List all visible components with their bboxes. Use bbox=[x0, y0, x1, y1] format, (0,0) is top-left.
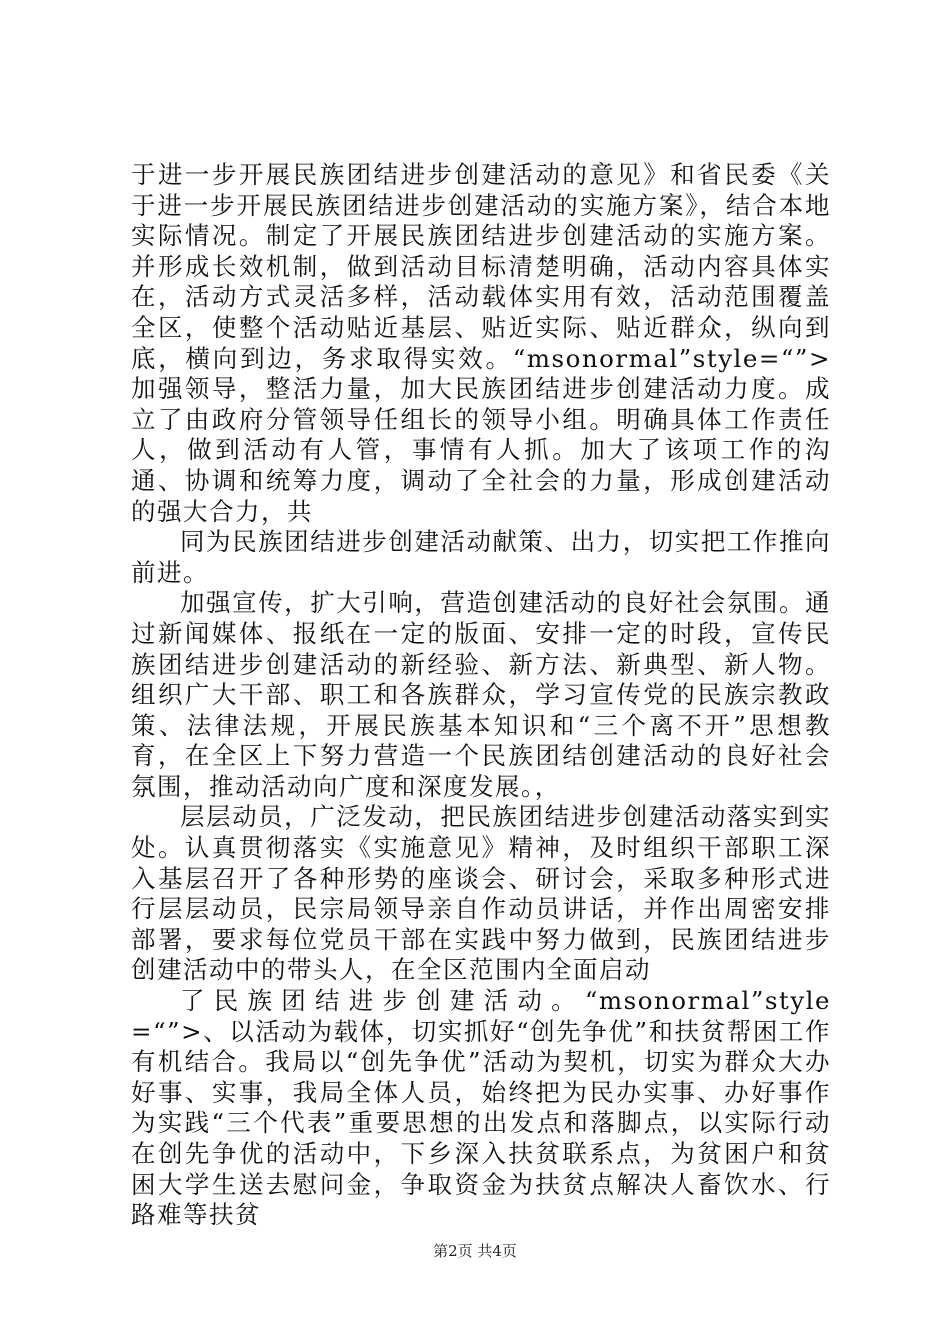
paragraph-5: 了民族团结进步创建活动。“msonormal”style=“”>、以活动为载体，切实抓好“创先争优”和扶贫帮困工作有机结合。我局以“创先争优”活动为契机，切实为群众大办好事、实事，我局全体人员，始终把为民办实事、办好事作为实践“三个代表”重要思想的出发点和落脚点，以实际行动在创先争优的活动中，下乡深入扶贫联系点，为贫困户和贫困大学生送去慰问金，争取资金为扶贫点解决人畜饮水、行路难等扶贫 bbox=[131, 986, 831, 1230]
paragraph-1: 于进一步开展民族团结进步创建活动的意见》和省民委《关于进一步开展民族团结进步创建活动的实施方案》，结合本地实际情况。制定了开展民族团结进步创建活动的实施方案。并形成长效机制，做到活动目标清楚明确，活动内容具体实在，活动方式灵活多样，活动载体实用有效，活动范围覆盖全区，使整个活动贴近基层、贴近实际、贴近群众，纵向到底，横向到边，务求取得实效。“msonormal”style=“”>加强领导，整活力量，加大民族团结进步创建活动力度。成立了由政府分管领导任组长的领导小组。明确具体工作责任人，做到活动有人管，事情有人抓。加大了该项工作的沟通、协调和统筹力度，调动了全社会的力量，形成创建活动的强大合力，共 bbox=[131, 160, 831, 526]
paragraph-2: 同为民族团结进步创建活动献策、出力，切实把工作推向前进。 bbox=[131, 527, 831, 587]
paragraph-4: 层层动员，广泛发动，把民族团结进步创建活动落实到实处。认真贯彻落实《实施意见》精神，及时组织干部职工深入基层召开了各种形势的座谈会、研讨会，采取多种形式进行层层动员，民宗局领导亲自作动员讲话，并作出周密安排部署，要求每位党员干部在实践中努力做到，民族团结进步创建活动中的带头人，在全区范围内全面启动 bbox=[131, 802, 831, 985]
document-body bbox=[131, 160, 831, 1231]
paragraph-3: 加强宣传，扩大引响，营造创建活动的良好社会氛围。通过新闻媒体、报纸在一定的版面、安排一定的时段，宣传民族团结进步创建活动的新经验、新方法、新典型、新人物。组织广大干部、职工和各族群众，学习宣传党的民族宗教政策、法律法规，开展民族基本知识和“三个离不开”思想教育，在全区上下努力营造一个民族团结创建活动的良好社会氛围，推动活动向广度和深度发展。， bbox=[131, 588, 831, 801]
page-number-footer: 第2页 共4页 bbox=[433, 1242, 517, 1260]
